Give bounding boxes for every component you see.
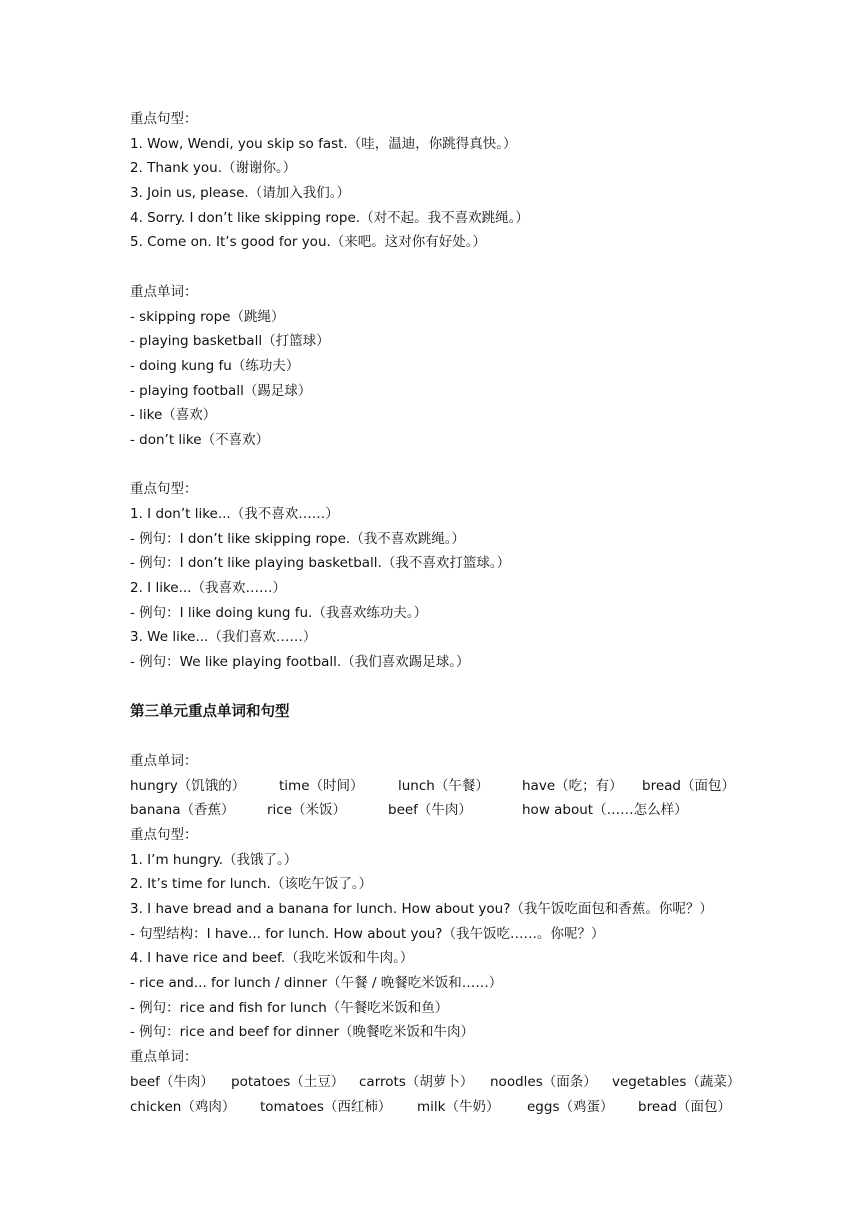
spacer <box>130 724 770 749</box>
word-item: banana（香蕉） <box>130 802 235 819</box>
sentence-line: 3. I have bread and a banana for lunch. How about you?（我午饭吃面包和香蕉。你呢？） <box>130 901 713 917</box>
sentence-line: 1. I don’t like...（我不喜欢……） <box>130 506 339 522</box>
sentence-line: 3. We like...（我们喜欢……） <box>130 629 317 646</box>
sentence-line: 1. I’m hungry.（我饿了。） <box>130 851 298 868</box>
word-row <box>130 798 770 823</box>
word-item: eggs（鸡蛋） <box>527 1098 614 1115</box>
example-line: - 例句：I don’t like playing basketball.（我不喜欢打篮球。） <box>130 555 511 572</box>
word-row <box>130 774 770 799</box>
sentence-line: 2. I like...（我喜欢……） <box>130 580 286 597</box>
section-title-key-words: 重点单词： <box>130 283 198 300</box>
word-line: - like（喜欢） <box>130 407 217 424</box>
word-item: bread（面包） <box>642 777 735 794</box>
word-item: tomatoes（西红柿） <box>260 1098 392 1115</box>
example-line: - 例句：rice and fish for lunch（午餐吃米饭和鱼） <box>130 999 449 1016</box>
spacer <box>130 675 770 700</box>
word-item: rice（米饭） <box>267 802 347 819</box>
word-item: time（时间） <box>279 777 364 794</box>
word-line: - playing football（踢足球） <box>130 382 312 399</box>
example-line: - 例句：rice and beef for dinner（晚餐吃米饭和牛肉） <box>130 1024 475 1041</box>
word-item: how about（……怎么样） <box>522 802 688 819</box>
word-item: bread（面包） <box>638 1098 731 1115</box>
example-line: - 例句：I don’t like skipping rope.（我不喜欢跳绳。） <box>130 530 465 547</box>
word-row <box>130 1070 770 1095</box>
document-body <box>130 107 770 1119</box>
sentence-line: 4. Sorry. I don’t like skipping rope.（对不起。我不喜欢跳绳。） <box>130 209 529 226</box>
sentence-line: 5. Come on. It’s good for you.（来吧。这对你有好处。） <box>130 234 487 251</box>
sentence-line: 4. I have rice and beef.（我吃米饭和牛肉。） <box>130 950 414 967</box>
spacer <box>130 453 770 478</box>
pattern-line: - rice and... for lunch / dinner（午餐 / 晚餐吃米饭和……） <box>130 975 503 992</box>
example-line: - 例句：We like playing football.（我们喜欢踢足球。） <box>130 654 470 671</box>
spacer <box>130 255 770 280</box>
word-item: chicken（鸡肉） <box>130 1098 236 1115</box>
section-title-key-sentences: 重点句型： <box>130 111 198 127</box>
sentence-line: 2. It’s time for lunch.（该吃午饭了。） <box>130 876 373 893</box>
sentence-line: 2. Thank you.（谢谢你。） <box>130 160 297 177</box>
word-item: potatoes（土豆） <box>231 1073 345 1090</box>
section-title-key-sentences: 重点句型： <box>130 481 198 498</box>
word-row <box>130 1095 770 1120</box>
word-item: vegetables（蔬菜） <box>612 1073 741 1090</box>
word-item: milk（牛奶） <box>417 1098 500 1115</box>
sentence-line: 1. Wow, Wendi, you skip so fast.（哇，温迪，你跳得真快。） <box>130 135 517 152</box>
section-title-key-sentences: 重点句型： <box>130 826 198 843</box>
word-line: - playing basketball（打篮球） <box>130 333 330 350</box>
word-item: carrots（胡萝卜） <box>359 1073 474 1090</box>
word-item: hungry（饥饿的） <box>130 777 246 794</box>
word-item: noodles（面条） <box>490 1073 597 1090</box>
unit-3-heading: 第三单元重点单词和句型 <box>130 703 290 720</box>
example-line: - 例句：I like doing kung fu.（我喜欢练功夫。） <box>130 604 428 621</box>
section-title-key-words: 重点单词： <box>130 1049 198 1066</box>
section-title-key-words: 重点单词： <box>130 752 198 769</box>
word-line: - doing kung fu（练功夫） <box>130 357 300 374</box>
word-item: have（吃；有） <box>522 777 623 794</box>
pattern-line: - 句型结构：I have... for lunch. How about you?（我午饭吃……。你呢？） <box>130 925 605 942</box>
word-line: - don’t like（不喜欢） <box>130 431 270 448</box>
word-item: beef（牛肉） <box>388 802 472 819</box>
word-item: beef（牛肉） <box>130 1073 214 1090</box>
word-line: - skipping rope（跳绳） <box>130 308 285 325</box>
word-item: lunch（午餐） <box>398 777 489 794</box>
sentence-line: 3. Join us, please.（请加入我们。） <box>130 185 350 202</box>
